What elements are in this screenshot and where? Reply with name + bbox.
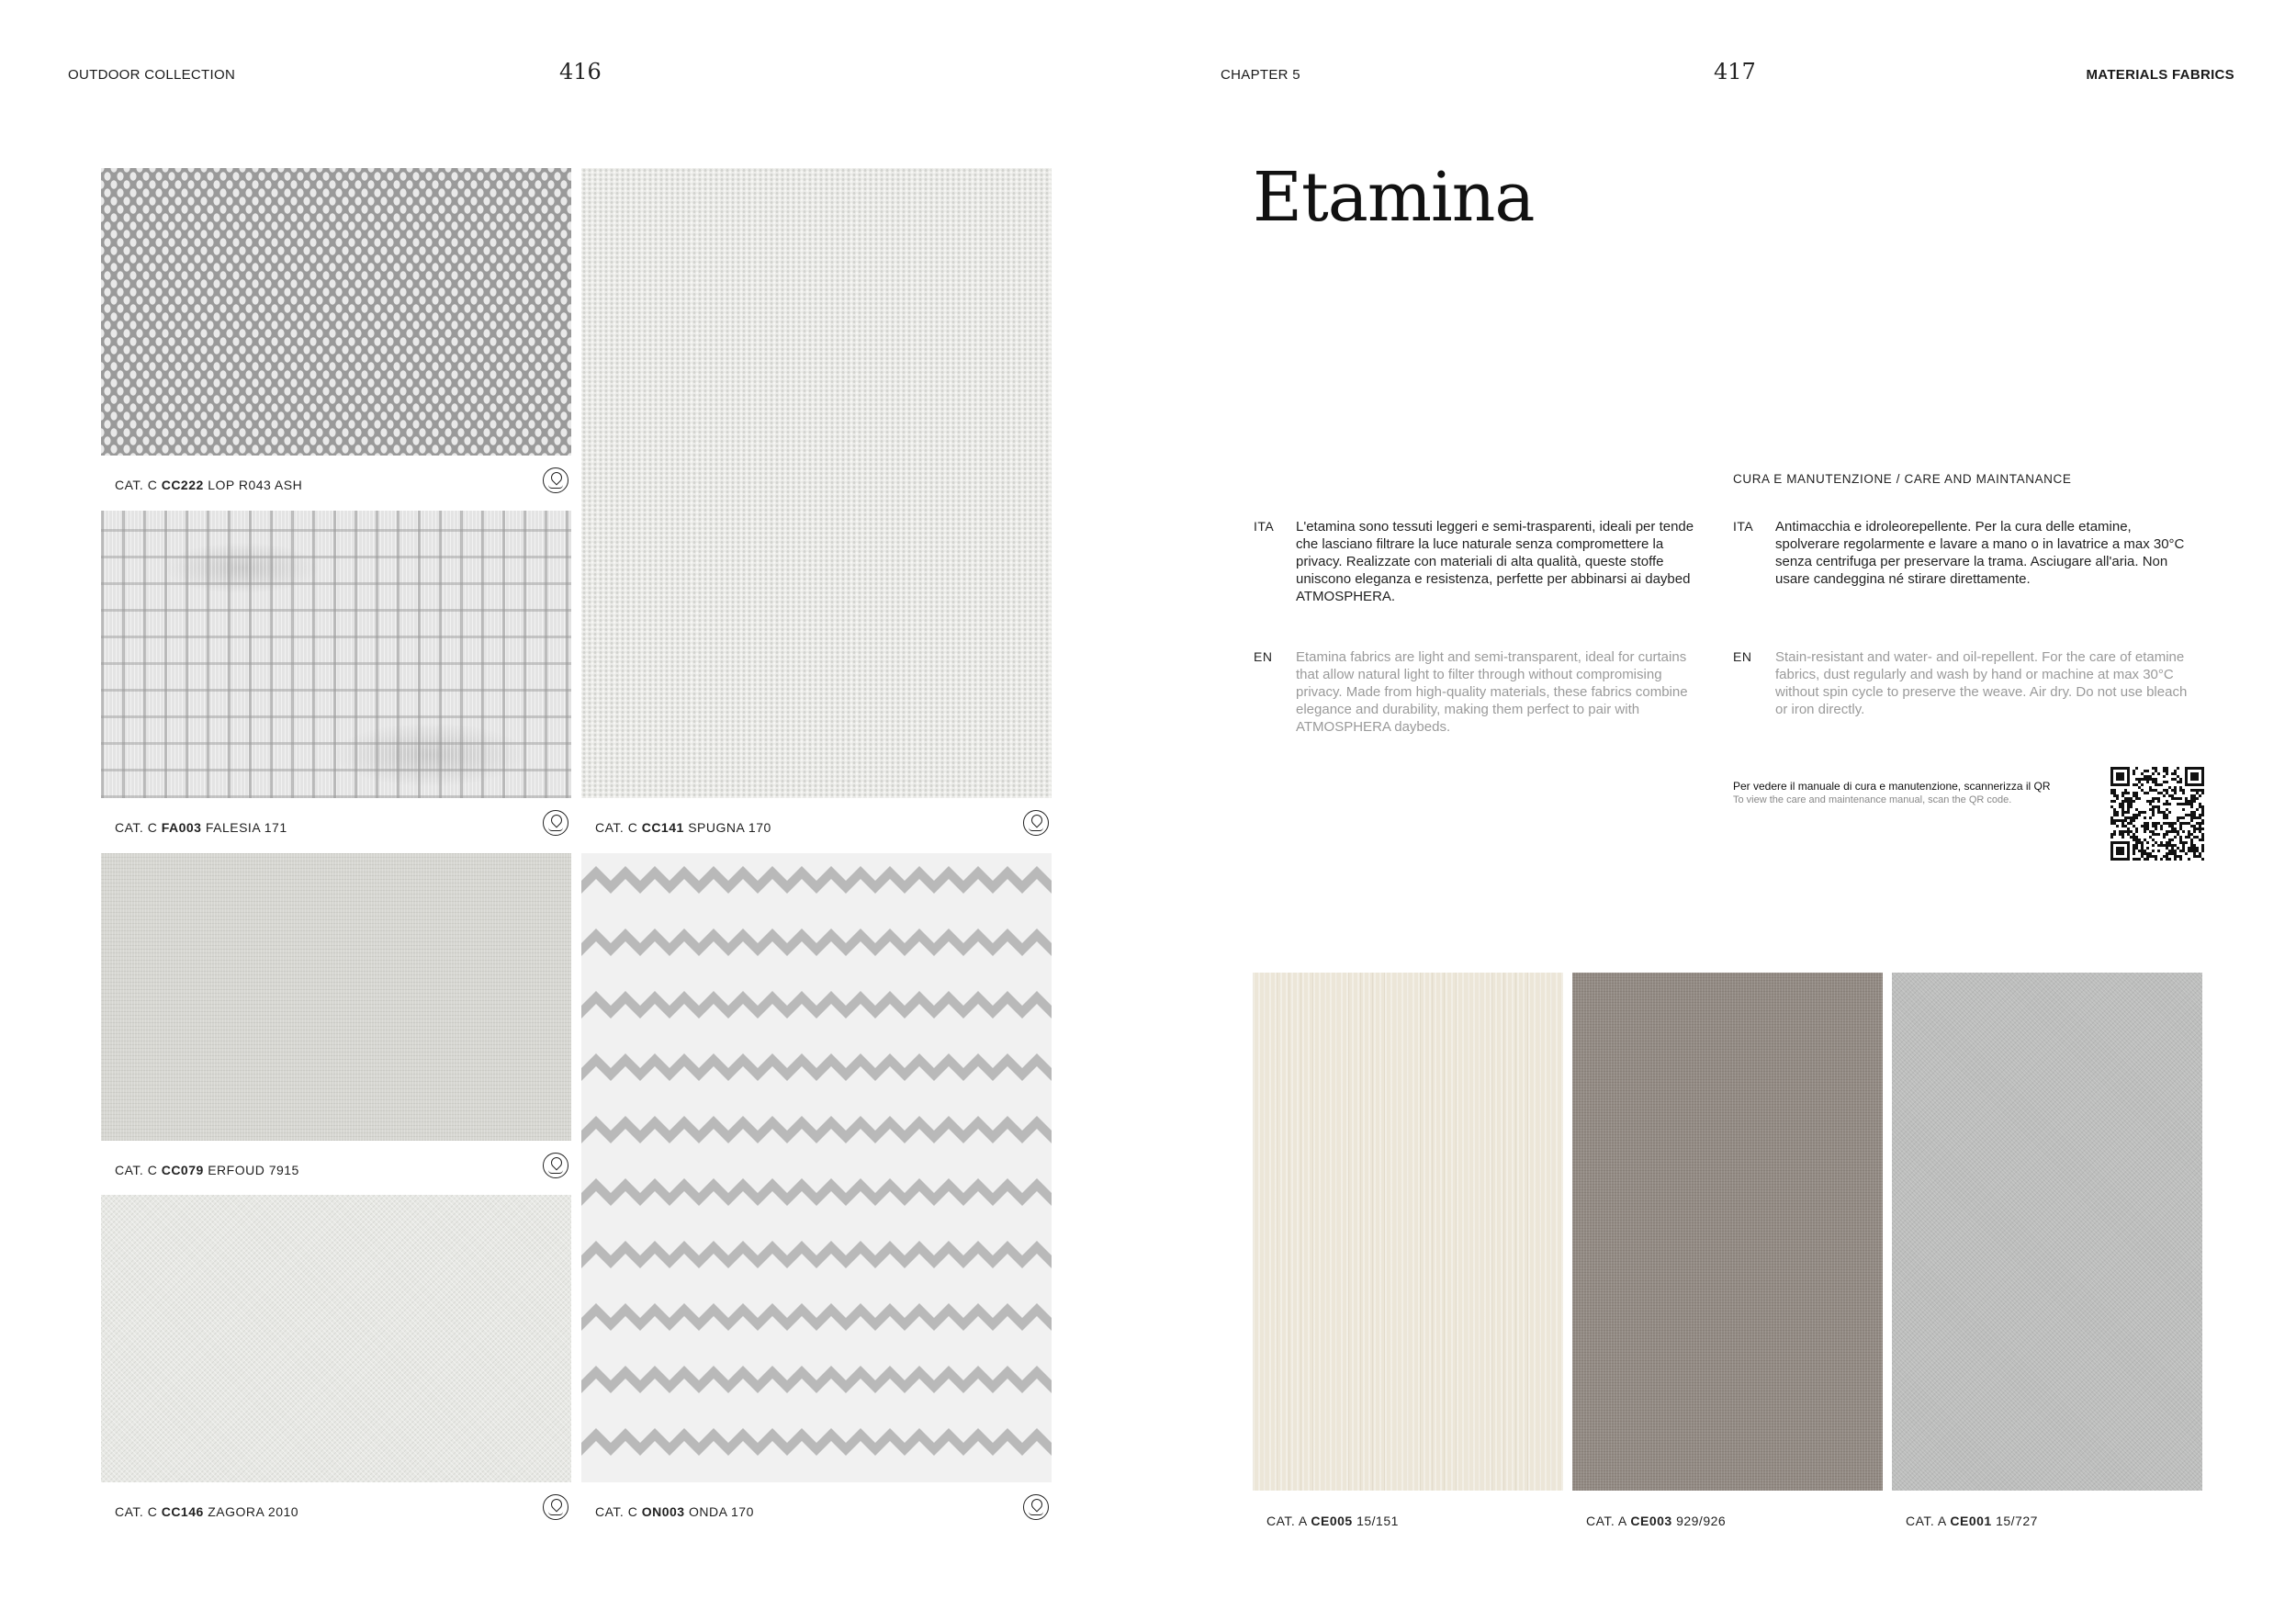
fabric-swatch-fa003 xyxy=(101,511,571,798)
swatch-caption-on003: CAT. C ON003 ONDA 170 xyxy=(595,1504,754,1519)
page-number-right: 417 xyxy=(1714,59,1756,84)
fabric-swatch-on003 xyxy=(581,853,1052,1482)
care-heading: CURA E MANUTENZIONE / CARE AND MAINTANANCE xyxy=(1733,472,2072,486)
lang-label-ita: ITA xyxy=(1733,519,1754,534)
lang-label-ita: ITA xyxy=(1254,519,1275,534)
fabric-swatch-cc079 xyxy=(101,853,571,1141)
water-repellent-icon xyxy=(543,1153,568,1178)
swatch-caption-fa003: CAT. C FA003 FALESIA 171 xyxy=(115,820,287,835)
page-title: Etamina xyxy=(1253,158,1535,237)
fabric-swatch-ce003 xyxy=(1572,973,1883,1491)
swatch-caption-ce003: CAT. A CE003 929/926 xyxy=(1586,1514,1727,1528)
description-ita: L'etamina sono tessuti leggeri e semi-trasparenti, ideali per tende che lasciano filtrare la luce naturale senza compromettere la privacy. Realizzate con materiali di alta qualità, queste stoffe uniscono eleganza e resistenza, perfette per abbinarsi ai daybed ATMOSPHERA. xyxy=(1296,519,1694,604)
swatch-caption-ce005: CAT. A CE005 15/151 xyxy=(1266,1514,1399,1528)
qr-instruction-en: To view the care and maintenance manual, scan the QR code. xyxy=(1733,794,2012,805)
swatch-caption-ce001: CAT. A CE001 15/727 xyxy=(1906,1514,2038,1528)
care-text-en: Stain-resistant and water- and oil-repellent. For the care of etamine fabrics, dust regularly and wash by hand or machine at max 30°C without spin cycle to preserve the weave. Air dry. Do not use bleach or iron directly. xyxy=(1775,649,2188,717)
water-repellent-icon xyxy=(543,810,568,836)
water-repellent-icon xyxy=(1023,1494,1049,1520)
swatch-caption-cc079: CAT. C CC079 ERFOUD 7915 xyxy=(115,1163,299,1177)
swatch-caption-cc222: CAT. C CC222 LOP R043 ASH xyxy=(115,478,303,492)
qr-instruction-it: Per vedere il manuale di cura e manutenzione, scannerizza il QR xyxy=(1733,780,2051,793)
water-repellent-icon xyxy=(543,467,568,493)
fabric-swatch-ce001 xyxy=(1892,973,2202,1491)
section-header: MATERIALS FABRICS xyxy=(2086,67,2234,83)
page-number-left: 416 xyxy=(559,59,602,84)
lang-label-en: EN xyxy=(1254,649,1273,664)
fabric-swatch-cc222 xyxy=(101,168,571,456)
swatch-caption-cc146: CAT. C CC146 ZAGORA 2010 xyxy=(115,1504,299,1519)
lang-label-en: EN xyxy=(1733,649,1752,664)
swatch-caption-cc141: CAT. C CC141 SPUGNA 170 xyxy=(595,820,771,835)
water-repellent-icon xyxy=(543,1494,568,1520)
chapter-header: CHAPTER 5 xyxy=(1221,67,1300,83)
care-text-ita: Antimacchia e idroleorepellente. Per la cura delle etamine, spolverare regolarmente e lavare a mano o in lavatrice a max 30°C senza centrifuga per preservare la trama. Asciugare all'aria. Non usare candeggina né stirare direttamente. xyxy=(1775,519,2185,587)
description-en: Etamina fabrics are light and semi-transparent, ideal for curtains that allow natural light to filter through without compromising privacy. Made from high-quality materials, these fabrics combine elegance and durability, making them perfect to pair with ATMOSPHERA daybeds. xyxy=(1296,649,1688,735)
running-header-left: OUTDOOR COLLECTION xyxy=(68,67,236,83)
fabric-swatch-cc141 xyxy=(581,168,1052,798)
water-repellent-icon xyxy=(1023,810,1049,836)
fabric-swatch-cc146 xyxy=(101,1195,571,1482)
fabric-swatch-ce005 xyxy=(1253,973,1563,1491)
qr-code-icon[interactable] xyxy=(2110,767,2204,861)
